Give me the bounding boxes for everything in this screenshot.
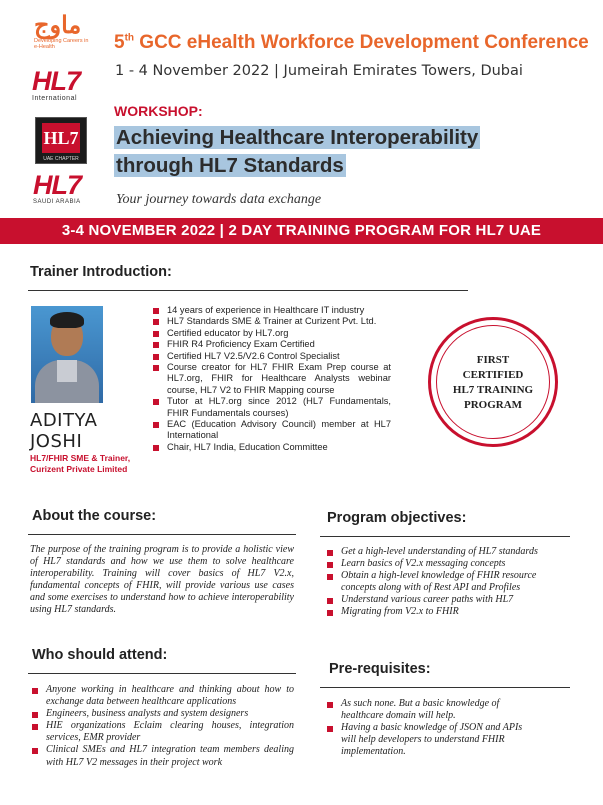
list-item: Migrating from V2.x to FHIR (325, 606, 570, 618)
list-item: Having a basic knowledge of JSON and APIs will help developers to understand FHIR implementation. (325, 722, 525, 758)
majal-logo-text: ماوج (34, 12, 82, 39)
about-divider (28, 534, 296, 535)
trainer-photo (31, 306, 103, 403)
list-item: Learn basics of V2.x messaging concepts (325, 558, 570, 570)
hl7-uae-text: HL7 (42, 123, 80, 153)
about-text: The purpose of the training program is to provide a holistic view of HL7 standards and how we use them to solve healthcare interoperability. Training will cover basics of HL7 V2.x, fundamental concepts of FHIR, will provide various use cases and some exercises to understand how to achieve interoperability using HL7 standards. (30, 544, 294, 616)
trainer-points (151, 305, 391, 453)
trainer-name: ADITYA JOSHI (30, 410, 98, 452)
hl7-uae-sub: UAE CHAPTER (43, 156, 79, 162)
list-item: HIE organizations Eclaim clearing houses, integration services, EMR provider (30, 720, 294, 744)
list-item: EAC (Education Advisory Council) member at HL7 International (151, 419, 391, 442)
hl7-saudi-sub: SAUDI ARABIA (33, 199, 81, 205)
prereq-section-title: Pre-requisites: (329, 661, 431, 677)
list-item: 14 years of experience in Healthcare IT industry (151, 305, 391, 316)
attend-divider (28, 673, 296, 674)
hl7-international-text: HL7 (32, 66, 81, 96)
list-item: Clinical SMEs and HL7 integration team members dealing with HL7 V2 messages in their project work (30, 744, 294, 768)
objectives-list (325, 546, 570, 619)
hl7-international-sub: International (32, 95, 78, 102)
objectives-section-title: Program objectives: (327, 510, 467, 526)
list-item: Tutor at HL7.org since 2012 (HL7 Fundamentals, FHIR Fundamentals courses) (151, 396, 391, 419)
list-item: Certified educator by HL7.org (151, 328, 391, 339)
hl7-saudi-text: HL7 (33, 170, 82, 200)
list-item: Engineers, business analysts and system designers (30, 708, 294, 720)
badge-line-3: HL7 TRAINING (452, 384, 534, 396)
trainer-role: HL7/FHIR SME & Trainer, Curizent Private Limited (30, 453, 131, 474)
list-item: Get a high-level understanding of HL7 standards (325, 546, 570, 558)
list-item: Certified HL7 V2.5/V2.6 Control Specialist (151, 351, 391, 362)
list-item: Understand various career paths with HL7 (325, 594, 570, 606)
list-item: Chair, HL7 India, Education Committee (151, 442, 391, 453)
objectives-divider (320, 536, 570, 537)
majal-logo (34, 14, 94, 50)
conference-date: 1 - 4 November 2022 | Jumeirah Emirates Towers, Dubai (115, 63, 523, 79)
list-item: Course creator for HL7 FHIR Exam Prep course at HL7.org, FHIR for Healthcare Analysts webinar course, HL7 V2 to FHIR Mapping course (151, 362, 391, 396)
list-item: As such none. But a basic knowledge of healthcare domain will help. (325, 698, 525, 722)
list-item: HL7 Standards SME & Trainer at Curizent Pvt. Ltd. (151, 316, 391, 327)
about-section-title: About the course: (32, 508, 157, 524)
badge-line-4: PROGRAM (463, 399, 523, 411)
list-item: FHIR R4 Proficiency Exam Certified (151, 339, 391, 350)
workshop-label: WORKSHOP: (114, 103, 203, 119)
workshop-subtitle: Your journey towards data exchange (116, 192, 322, 207)
workshop-title: Achieving Healthcare Interoperability through HL7 Standards (116, 126, 479, 177)
badge-line-2: CERTIFIED (462, 369, 524, 381)
trainer-section-title: Trainer Introduction: (30, 264, 172, 280)
certified-badge (428, 317, 558, 447)
hl7-saudi-logo (33, 172, 81, 205)
attend-section-title: Who should attend: (32, 647, 168, 663)
prereq-divider (320, 687, 570, 688)
conference-title: 5th GCC eHealth Workforce Development Conference (114, 32, 589, 53)
majal-logo-tagline: Developing Careers in e-Health (34, 38, 89, 50)
date-banner: 3-4 NOVEMBER 2022 | 2 DAY TRAINING PROGRAM FOR HL7 UAE (0, 218, 603, 244)
prereq-list (325, 698, 525, 758)
trainer-divider (28, 290, 468, 291)
hl7-uae-logo (35, 117, 87, 164)
list-item: Obtain a high-level knowledge of FHIR resource concepts along with of Rest API and Profiles (325, 570, 570, 594)
list-item: Anyone working in healthcare and thinking about how to exchange data between healthcare applications (30, 684, 294, 708)
badge-line-1: FIRST (476, 354, 510, 366)
hl7-international-logo (32, 68, 80, 102)
attend-list (30, 684, 294, 769)
